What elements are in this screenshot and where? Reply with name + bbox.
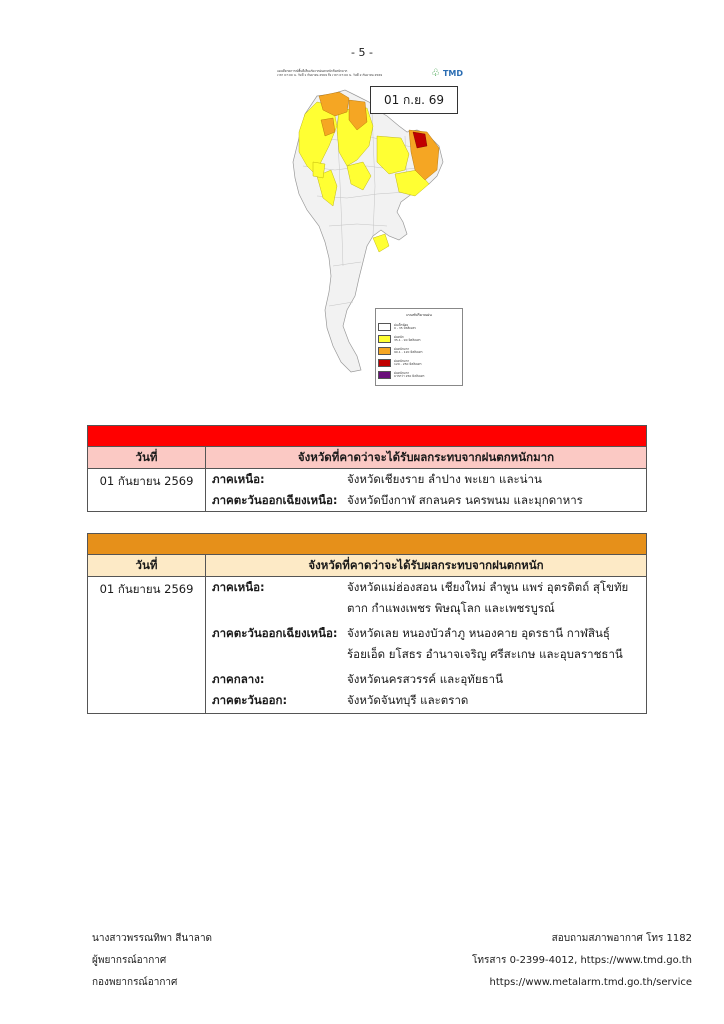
region-label: ภาคตะวันออกเฉียงเหนือ: [212, 493, 338, 507]
contact-phone: สอบถามสภาพอากาศ โทร 1182 [551, 933, 692, 944]
page-number: - 5 - [351, 46, 373, 59]
table-header [88, 447, 647, 469]
contact-service-link[interactable]: https://www.metalarm.tmd.go.th/service [489, 977, 692, 988]
region-line [212, 690, 640, 711]
province-list: ตาก กำแพงเพชร พิษณุโลก และเพชรบูรณ์ [347, 601, 555, 615]
region-line [212, 623, 640, 644]
region-label: ภาคตะวันออก: [212, 693, 288, 707]
legend-swatch [378, 359, 391, 367]
table-row [88, 577, 647, 714]
legend-item [376, 321, 462, 333]
table-header [88, 555, 647, 577]
footer-forecaster [92, 928, 212, 994]
legend-label: ฝนเล็กน้อย 0 - 35 มิลลิเมตร [394, 322, 416, 330]
footer-contact [472, 928, 692, 994]
region-label: ภาคเหนือ: [212, 472, 265, 486]
region-line-continued [212, 598, 640, 619]
legend-label: ฝนหนัก 35.1 - 90 มิลลิเมตร [394, 334, 421, 342]
legend-label: ฝนหนักมาก 90.1 - 120 มิลลิเมตร [394, 346, 423, 354]
row-provinces [206, 469, 647, 512]
region-line [212, 669, 640, 690]
province-list: จังหวัดแม่ฮ่องสอน เชียงใหม่ ลำพูน แพร่ อุตรดิตถ์ สุโขทัย [347, 580, 629, 594]
header-provinces: จังหวัดที่คาดว่าจะได้รับผลกระทบจากฝนตกหนัก [206, 555, 647, 577]
map-date-label: 01 ก.ย. 69 [370, 86, 458, 114]
row-provinces [206, 577, 647, 714]
region-line-continued [212, 644, 640, 665]
region-line [212, 469, 640, 490]
row-date: 01 กันยายน 2569 [88, 469, 206, 512]
legend-item [376, 369, 462, 381]
region-line [212, 577, 640, 598]
province-list: จังหวัดบึงกาฬ สกลนคร นครพนม และมุกดาหาร [347, 493, 583, 507]
legend-swatch [378, 371, 391, 379]
severity-band-red [88, 426, 647, 447]
legend-swatch [378, 335, 391, 343]
legend-item [376, 357, 462, 369]
province-list: จังหวัดนครสวรรค์ และอุทัยธานี [347, 672, 503, 686]
header-date: วันที่ [88, 555, 206, 577]
province-list: จังหวัดจันทบุรี และตราด [347, 693, 469, 707]
logo-text: TMD [442, 69, 463, 78]
province-list: จังหวัดเลย หนองบัวลำภู หนองคาย อุดรธานี กาฬสินธุ์ [347, 626, 610, 640]
province-list: ร้อยเอ็ด ยโสธร อำนาจเจริญ ศรีสะเกษ และอุบลราชธานี [347, 647, 623, 661]
leaf-icon: ♧ [431, 68, 441, 79]
legend-swatch [378, 323, 391, 331]
forecaster-name: นางสาวพรรณทิพา สีนาลาด [92, 933, 213, 944]
forecaster-title: ผู้พยากรณ์อากาศ [92, 955, 167, 966]
region-line [212, 490, 640, 511]
forecaster-division: กองพยากรณ์อากาศ [92, 977, 178, 988]
region-label: ภาคกลาง: [212, 672, 265, 686]
contact-fax-website: โทรสาร 0-2399-4012, https://www.tmd.go.th [472, 955, 692, 966]
heavy-rain-table [87, 533, 647, 714]
legend-label: ฝนหนักมาก 120 - 250 มิลลิเมตร [394, 358, 422, 366]
map-title-line: แผนที่คาดการณ์พื้นที่เสี่ยงภัยจากฝนตกหนักถึงหนักมาก [277, 69, 348, 73]
legend-label: ฝนหนักมาก มากกว่า 250 มิลลิเมตร [394, 370, 425, 378]
map-subtitle-line: เวลา 07:00 น. วันที่ 1 กันยายน 2569 ถึง เวลา 07:00 น. วันที่ 2 กันยายน 2569 [277, 73, 383, 77]
legend-title: เกณฑ์ปริมาณฝน [406, 313, 432, 317]
region-label: ภาคเหนือ: [212, 580, 265, 594]
table-row [88, 469, 647, 512]
header-date: วันที่ [88, 447, 206, 469]
map-legend [375, 308, 463, 386]
legend-item [376, 345, 462, 357]
province-list: จังหวัดเชียงราย ลำปาง พะเยา และน่าน [347, 472, 542, 486]
legend-swatch [378, 347, 391, 355]
row-date: 01 กันยายน 2569 [88, 577, 206, 714]
very-heavy-rain-table [87, 425, 647, 512]
severity-band-orange [88, 534, 647, 555]
header-provinces: จังหวัดที่คาดว่าจะได้รับผลกระทบจากฝนตกหนักมาก [206, 447, 647, 469]
region-label: ภาคตะวันออกเฉียงเหนือ: [212, 626, 338, 640]
legend-item [376, 333, 462, 345]
